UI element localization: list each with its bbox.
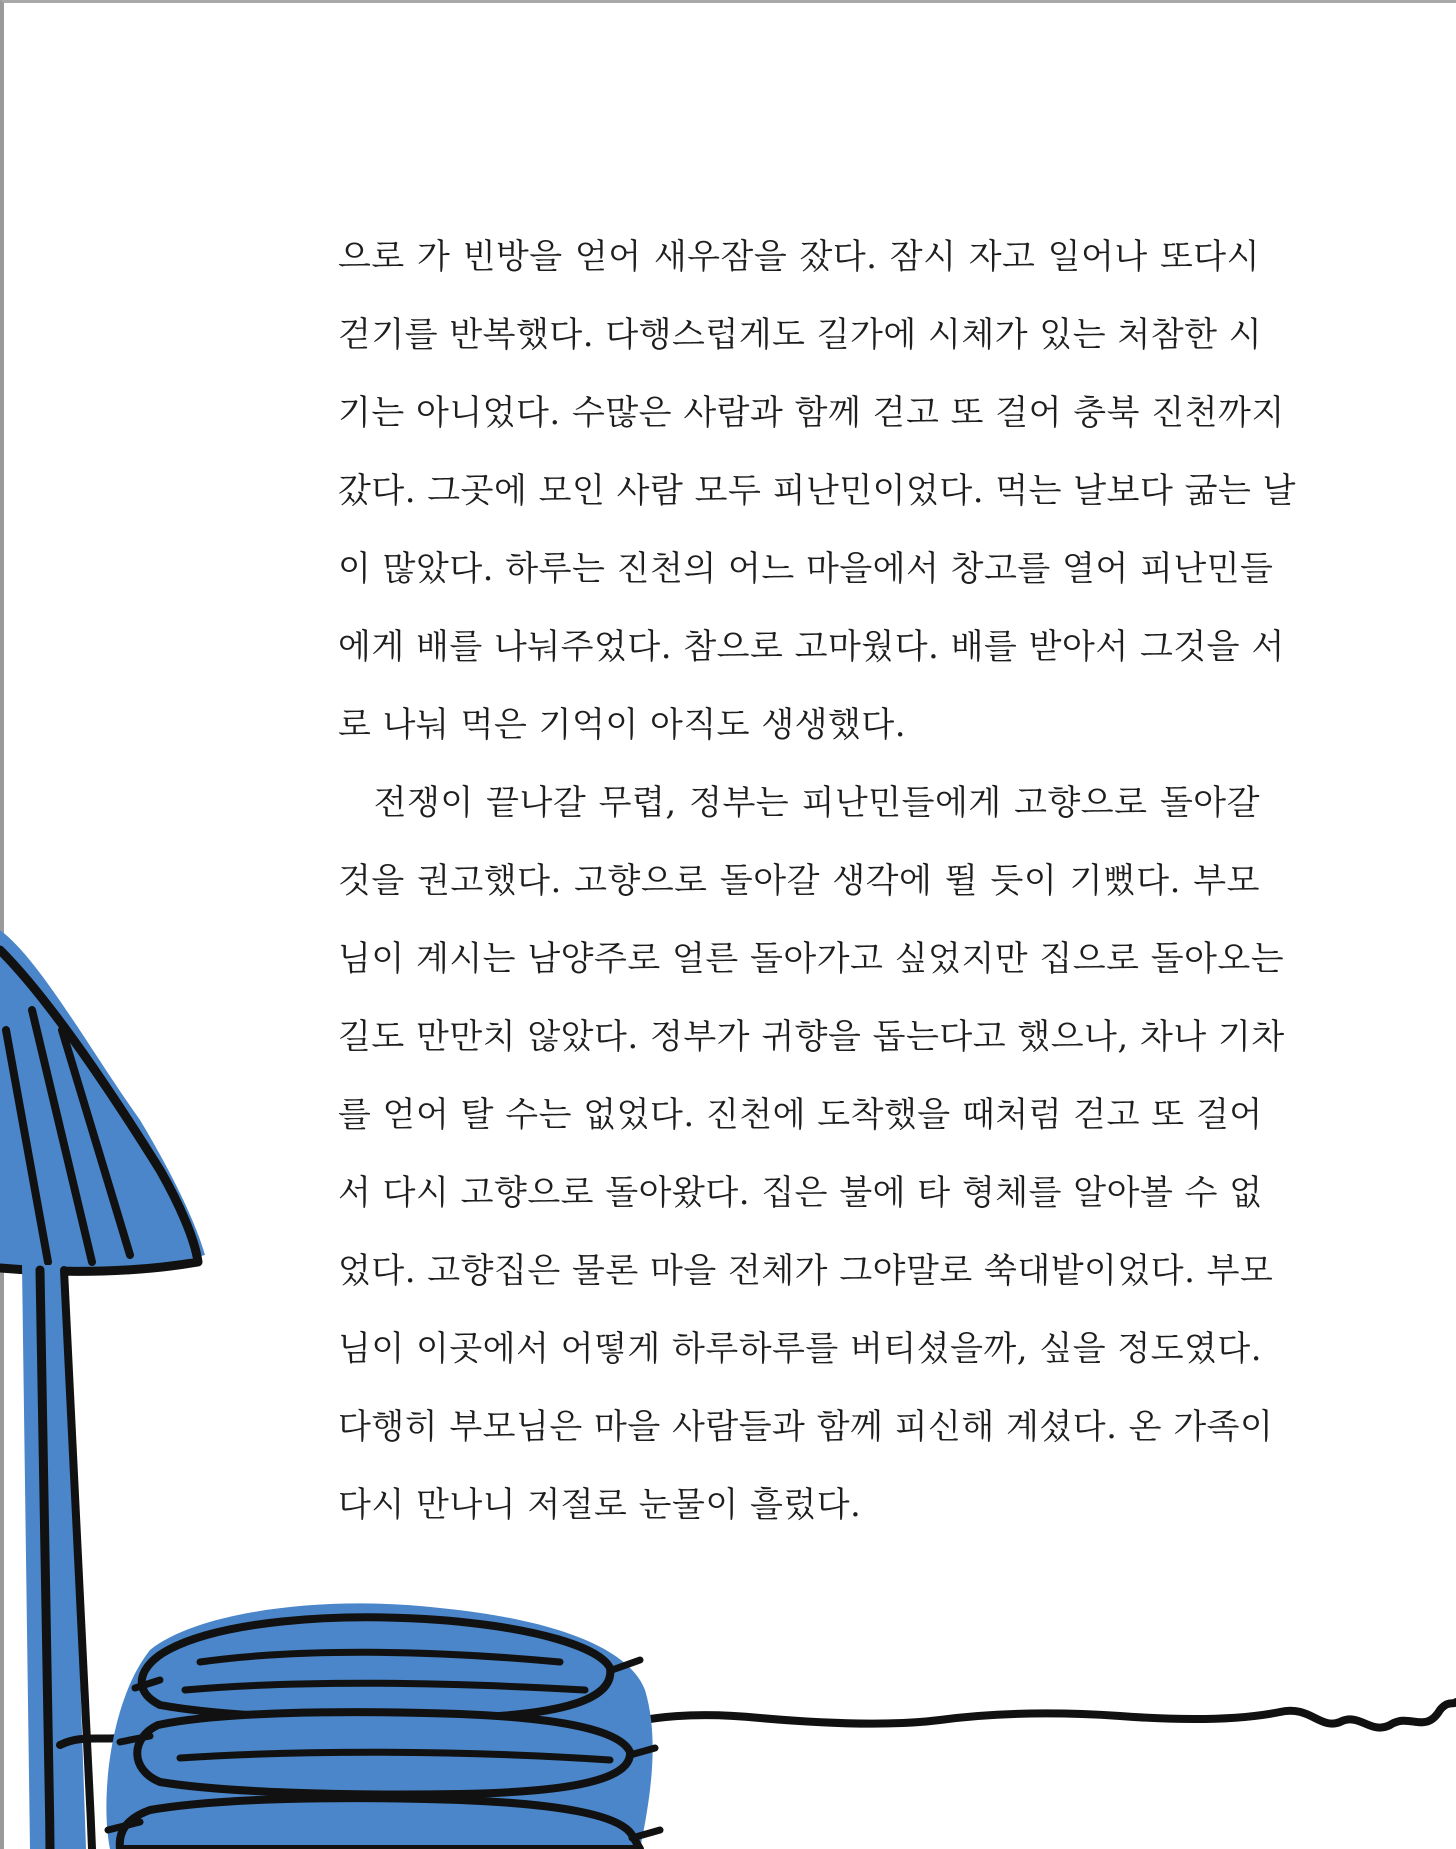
text-line: 로 나눠 먹은 기억이 아직도 생생했다. [338,705,907,745]
text-line: 것을 권고했다. 고향으로 돌아갈 생각에 뛸 듯이 기뻤다. 부모 [338,861,1260,901]
body-text [338,218,1296,1544]
text-line: 다행히 부모님은 마을 사람들과 함께 피신해 계셨다. 온 가족이 [338,1407,1274,1447]
text-line: 다시 만나니 저절로 눈물이 흘렀다. [338,1485,862,1525]
text-line: 으로 가 빈방을 얻어 새우잠을 잤다. 잠시 자고 일어나 또다시 [338,237,1260,277]
text-line: 기는 아니었다. 수많은 사람과 함께 걷고 또 걸어 충북 진천까지 [338,393,1285,433]
text-line: 에게 배를 나눠주었다. 참으로 고마웠다. 배를 받아서 그것을 서 [338,627,1285,667]
text-line: 걷기를 반복했다. 다행스럽게도 길가에 시체가 있는 처참한 시 [338,315,1263,355]
text-line: 님이 계시는 남양주로 얼른 돌아가고 싶었지만 집으로 돌아오는 [338,939,1285,979]
text-line: 전쟁이 끝나갈 무렵, 정부는 피난민들에게 고향으로 돌아갈 [338,783,1260,823]
text-line: 를 얻어 탈 수는 없었다. 진천에 도착했을 때처럼 걷고 또 걸어 [338,1095,1263,1135]
text-line: 길도 만만치 않았다. 정부가 귀향을 돕는다고 했으나, 차나 기차 [338,1017,1285,1057]
text-line: 갔다. 그곳에 모인 사람 모두 피난민이었다. 먹는 날보다 굶는 날 [338,471,1296,511]
text-line: 었다. 고향집은 물론 마을 전체가 그야말로 쑥대밭이었다. 부모 [338,1251,1274,1291]
text-line: 이 많았다. 하루는 진천의 어느 마을에서 창고를 열어 피난민들 [338,549,1274,589]
text-line: 서 다시 고향으로 돌아왔다. 집은 불에 타 형체를 알아볼 수 없 [338,1173,1263,1213]
text-line: 님이 이곳에서 어떻게 하루하루를 버티셨을까, 싶을 정도였다. [338,1329,1263,1369]
